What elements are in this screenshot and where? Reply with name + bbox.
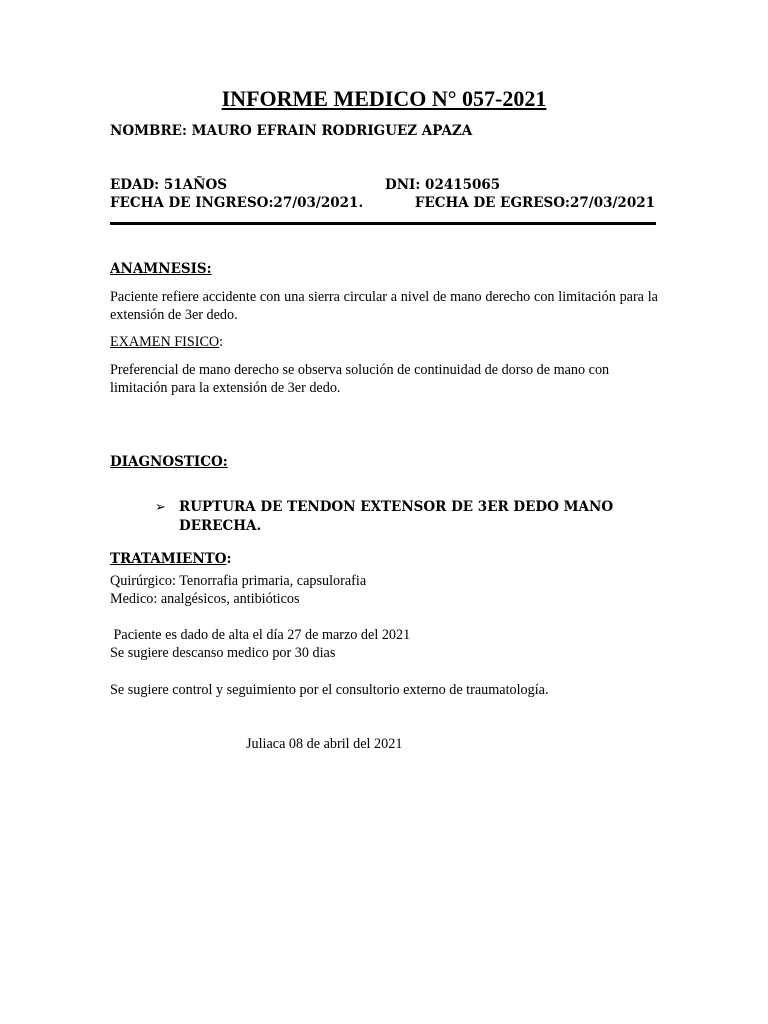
examen-heading xyxy=(110,333,223,351)
tratamiento-heading-label: TRATAMIENTO xyxy=(110,551,227,567)
discharge-date: FECHA DE EGRESO:27/03/2021 xyxy=(414,195,655,211)
arrow-bullet-icon: ➢ xyxy=(155,499,166,514)
patient-dni: DNI: 02415065 xyxy=(385,177,501,193)
anamnesis-text: Paciente refiere accidente con una sierra circular a nivel de mano derecho con limitación para la extensión de 3er dedo. xyxy=(110,289,658,323)
admission-date: FECHA DE INGRESO:27/03/2021. xyxy=(110,195,364,211)
examen-heading-colon: : xyxy=(219,334,224,350)
anamnesis-heading: ANAMNESIS: xyxy=(110,261,212,277)
place-date: Juliaca 08 de abril del 2021 xyxy=(246,736,403,752)
examen-text: Preferencial de mano derecho se observa solución de continuidad de dorso de mano con limitación para la extensión de 3er dedo. xyxy=(110,362,610,396)
diagnosis-item: RUPTURA DE TENDON EXTENSOR DE 3ER DEDO MANO DERECHA. xyxy=(179,499,614,534)
treatment-surgical: Quirúrgico: Tenorrafia primaria, capsulorafia xyxy=(110,573,367,589)
patient-name: NOMBRE: MAURO EFRAIN RODRIGUEZ APAZA xyxy=(110,123,473,139)
examen-heading-label: EXAMEN FISICO xyxy=(110,334,220,350)
header-divider xyxy=(110,222,656,225)
treatment-medical: Medico: analgésicos, antibióticos xyxy=(110,591,300,607)
report-title: INFORME MEDICO N° 057-2021 xyxy=(221,86,547,111)
diagnostico-heading: DIAGNOSTICO: xyxy=(110,454,228,470)
tratamiento-heading xyxy=(110,551,231,567)
tratamiento-heading-colon: : xyxy=(226,551,232,567)
discharge-note: Paciente es dado de alta el día 27 de marzo del 2021 xyxy=(110,627,411,643)
patient-age: EDAD: 51AÑOS xyxy=(110,177,227,193)
followup-recommendation: Se sugiere control y seguimiento por el consultorio externo de traumatología. xyxy=(110,682,549,698)
rest-recommendation: Se sugiere descanso medico por 30 dias xyxy=(110,645,336,661)
